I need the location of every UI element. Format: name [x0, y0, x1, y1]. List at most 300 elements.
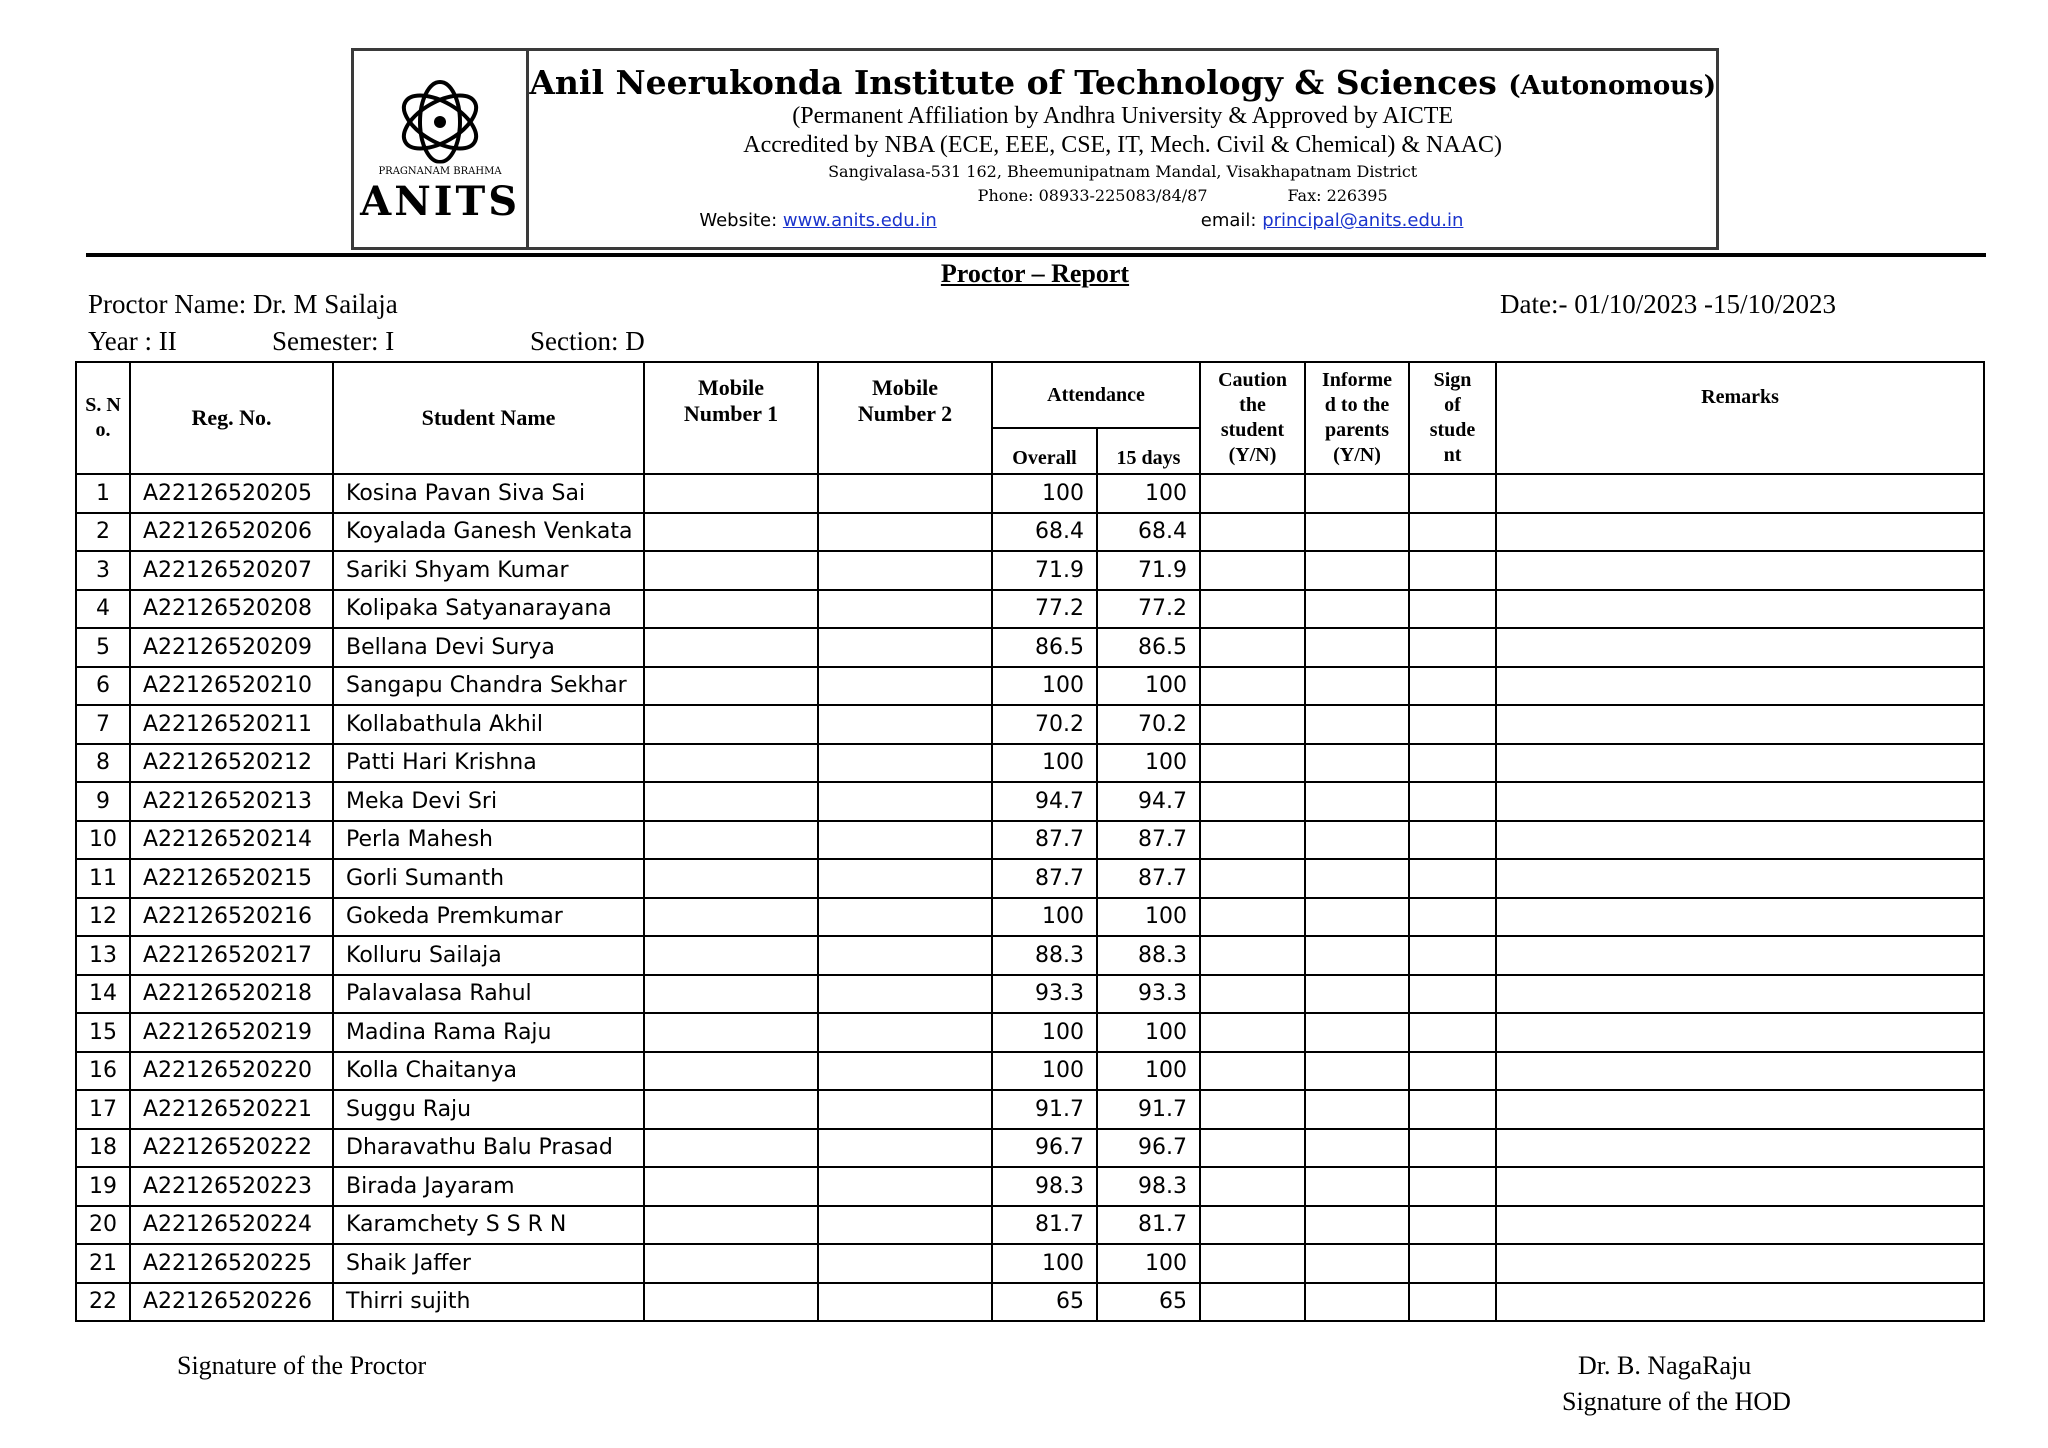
mobile-2-cell — [818, 1129, 992, 1168]
remarks-cell — [1496, 975, 1984, 1014]
caution-cell — [1200, 744, 1305, 783]
address-line: Sangivalasa-531 162, Bheemunipatnam Mandal, Visakhapatnam District — [828, 162, 1418, 181]
student-name-cell: Dharavathu Balu Prasad — [333, 1129, 644, 1168]
hod-name: Dr. B. NagaRaju — [1578, 1351, 1752, 1380]
sno-cell: 19 — [76, 1167, 130, 1206]
student-name-cell: Koyalada Ganesh Venkata — [333, 513, 644, 552]
col-15-days: 15 days — [1097, 428, 1200, 474]
days15-attendance-cell: 100 — [1097, 1052, 1200, 1091]
caution-cell — [1200, 975, 1305, 1014]
sno-cell: 16 — [76, 1052, 130, 1091]
days15-attendance-cell: 100 — [1097, 1013, 1200, 1052]
email-label-text: email: — [1200, 210, 1263, 231]
mobile-2-cell — [818, 1167, 992, 1206]
student-name-cell: Gokeda Premkumar — [333, 898, 644, 937]
student-name-cell: Thirri sujith — [333, 1283, 644, 1322]
reg-no-cell: A22126520207 — [130, 551, 333, 590]
informed-cell — [1305, 513, 1409, 552]
sign-cell — [1409, 474, 1496, 513]
overall-attendance-cell: 96.7 — [992, 1129, 1097, 1168]
caution-cell — [1200, 1013, 1305, 1052]
days15-attendance-cell: 87.7 — [1097, 821, 1200, 860]
overall-attendance-cell: 65 — [992, 1283, 1097, 1322]
mobile-1-cell — [644, 628, 818, 667]
fax-text: Fax: 226395 — [1287, 186, 1388, 205]
web-row — [529, 210, 1716, 231]
sign-cell — [1409, 859, 1496, 898]
student-name-cell: Kolluru Sailaja — [333, 936, 644, 975]
remarks-cell — [1496, 667, 1984, 706]
reg-no-cell: A22126520215 — [130, 859, 333, 898]
informed-cell — [1305, 821, 1409, 860]
reg-no-cell: A22126520216 — [130, 898, 333, 937]
sno-cell: 4 — [76, 590, 130, 629]
sno-cell: 17 — [76, 1090, 130, 1129]
sign-cell — [1409, 1129, 1496, 1168]
overall-attendance-cell: 86.5 — [992, 628, 1097, 667]
table-row — [76, 782, 1984, 821]
table-row — [76, 936, 1984, 975]
mobile-1-cell — [644, 821, 818, 860]
caution-cell — [1200, 1129, 1305, 1168]
table-header — [76, 362, 1984, 474]
table-body — [76, 474, 1984, 1321]
sign-cell — [1409, 590, 1496, 629]
reg-no-cell: A22126520206 — [130, 513, 333, 552]
overall-attendance-cell: 91.7 — [992, 1090, 1097, 1129]
remarks-cell — [1496, 859, 1984, 898]
sign-cell — [1409, 513, 1496, 552]
proctor-table — [75, 361, 1985, 1322]
table-row — [76, 1052, 1984, 1091]
caution-cell — [1200, 590, 1305, 629]
student-name-cell: Suggu Raju — [333, 1090, 644, 1129]
table-row — [76, 1283, 1984, 1322]
table-row — [76, 628, 1984, 667]
caution-cell — [1200, 782, 1305, 821]
informed-cell — [1305, 1283, 1409, 1322]
table-row — [76, 859, 1984, 898]
overall-attendance-cell: 98.3 — [992, 1167, 1097, 1206]
table-row — [76, 1013, 1984, 1052]
caution-cell — [1200, 1206, 1305, 1245]
mobile-1-cell — [644, 975, 818, 1014]
col-sno: S. N o. — [76, 362, 130, 474]
days15-attendance-cell: 86.5 — [1097, 628, 1200, 667]
informed-cell — [1305, 628, 1409, 667]
days15-attendance-cell: 100 — [1097, 667, 1200, 706]
mobile-1-cell — [644, 1052, 818, 1091]
mobile-1-cell — [644, 859, 818, 898]
student-name-cell: Palavalasa Rahul — [333, 975, 644, 1014]
mobile-2-cell — [818, 859, 992, 898]
reg-no-cell: A22126520220 — [130, 1052, 333, 1091]
reg-no-cell: A22126520226 — [130, 1283, 333, 1322]
mobile-2-cell — [818, 1283, 992, 1322]
student-name-cell: Gorli Sumanth — [333, 859, 644, 898]
mobile-1-cell — [644, 1167, 818, 1206]
mobile-1-cell — [644, 1013, 818, 1052]
mobile-1-cell — [644, 1206, 818, 1245]
mobile-2-cell — [818, 1090, 992, 1129]
proctor-signature: Signature of the Proctor — [177, 1351, 427, 1380]
sno-cell: 1 — [76, 474, 130, 513]
table-row — [76, 1090, 1984, 1129]
affiliation-line: (Permanent Affiliation by Andhra University & Approved by AICTE — [792, 103, 1454, 129]
sno-cell: 15 — [76, 1013, 130, 1052]
reg-no-cell: A22126520211 — [130, 705, 333, 744]
reg-no-cell: A22126520208 — [130, 590, 333, 629]
student-name-cell: Kolla Chaitanya — [333, 1052, 644, 1091]
mobile-2-cell — [818, 474, 992, 513]
caution-cell — [1200, 1283, 1305, 1322]
mobile-2-cell — [818, 821, 992, 860]
mobile-1-cell — [644, 1129, 818, 1168]
header-divider — [86, 253, 1986, 257]
mobile-2-cell — [818, 744, 992, 783]
mobile-2-cell — [818, 551, 992, 590]
sign-cell — [1409, 1167, 1496, 1206]
caution-cell — [1200, 821, 1305, 860]
phone-text: Phone: 08933-225083/84/87 — [977, 186, 1208, 205]
table-row — [76, 474, 1984, 513]
report-date: Date:- 01/10/2023 -15/10/2023 — [1500, 289, 1836, 319]
col-student-name: Student Name — [333, 362, 644, 474]
mobile-1-cell — [644, 898, 818, 937]
remarks-cell — [1496, 1090, 1984, 1129]
caution-cell — [1200, 1052, 1305, 1091]
mobile-2-cell — [818, 1206, 992, 1245]
remarks-cell — [1496, 1283, 1984, 1322]
informed-cell — [1305, 936, 1409, 975]
sign-cell — [1409, 667, 1496, 706]
sign-cell — [1409, 1206, 1496, 1245]
days15-attendance-cell: 68.4 — [1097, 513, 1200, 552]
days15-attendance-cell: 94.7 — [1097, 782, 1200, 821]
remarks-cell — [1496, 936, 1984, 975]
overall-attendance-cell: 87.7 — [992, 821, 1097, 860]
informed-cell — [1305, 474, 1409, 513]
days15-attendance-cell: 81.7 — [1097, 1206, 1200, 1245]
sign-cell — [1409, 744, 1496, 783]
table-row — [76, 1129, 1984, 1168]
reg-no-cell: A22126520217 — [130, 936, 333, 975]
student-name-cell: Meka Devi Sri — [333, 782, 644, 821]
col-attendance: Attendance — [992, 362, 1200, 428]
overall-attendance-cell: 81.7 — [992, 1206, 1097, 1245]
overall-attendance-cell: 70.2 — [992, 705, 1097, 744]
overall-attendance-cell: 100 — [992, 1013, 1097, 1052]
website-label-text: Website: — [699, 210, 783, 231]
sno-cell: 22 — [76, 1283, 130, 1322]
email-link[interactable]: principal@anits.edu.in — [1262, 210, 1464, 231]
informed-cell — [1305, 1206, 1409, 1245]
student-name-cell: Sangapu Chandra Sekhar — [333, 667, 644, 706]
overall-attendance-cell: 77.2 — [992, 590, 1097, 629]
sign-cell — [1409, 705, 1496, 744]
days15-attendance-cell: 91.7 — [1097, 1090, 1200, 1129]
caution-cell — [1200, 474, 1305, 513]
days15-attendance-cell: 71.9 — [1097, 551, 1200, 590]
sno-cell: 2 — [76, 513, 130, 552]
mobile-1-cell — [644, 782, 818, 821]
remarks-cell — [1496, 513, 1984, 552]
student-name-cell: Kosina Pavan Siva Sai — [333, 474, 644, 513]
col-remarks: Remarks — [1496, 362, 1984, 474]
informed-cell — [1305, 1167, 1409, 1206]
website-label — [699, 210, 936, 231]
remarks-cell — [1496, 782, 1984, 821]
overall-attendance-cell: 68.4 — [992, 513, 1097, 552]
informed-cell — [1305, 705, 1409, 744]
informed-cell — [1305, 1052, 1409, 1091]
reg-no-cell: A22126520210 — [130, 667, 333, 706]
student-name-cell: Madina Rama Raju — [333, 1013, 644, 1052]
reg-no-cell: A22126520213 — [130, 782, 333, 821]
reg-no-cell: A22126520212 — [130, 744, 333, 783]
caution-cell — [1200, 1167, 1305, 1206]
sign-cell — [1409, 821, 1496, 860]
student-name-cell: Shaik Jaffer — [333, 1244, 644, 1283]
mobile-2-cell — [818, 513, 992, 552]
remarks-cell — [1496, 705, 1984, 744]
atom-logo-icon — [365, 74, 515, 184]
reg-no-cell: A22126520225 — [130, 1244, 333, 1283]
table-row — [76, 513, 1984, 552]
caution-cell — [1200, 1090, 1305, 1129]
student-name-cell: Karamchety S S R N — [333, 1206, 644, 1245]
sign-cell — [1409, 551, 1496, 590]
overall-attendance-cell: 87.7 — [992, 859, 1097, 898]
student-name-cell: Kollabathula Akhil — [333, 705, 644, 744]
reg-no-cell: A22126520205 — [130, 474, 333, 513]
table-row — [76, 1244, 1984, 1283]
overall-attendance-cell: 100 — [992, 1244, 1097, 1283]
days15-attendance-cell: 100 — [1097, 898, 1200, 937]
institution-name-text: Anil Neerukonda Institute of Technology & Sciences — [529, 63, 1497, 102]
letterhead — [351, 48, 1719, 250]
informed-cell — [1305, 1244, 1409, 1283]
table-row — [76, 551, 1984, 590]
sign-cell — [1409, 1013, 1496, 1052]
mobile-2-cell — [818, 628, 992, 667]
col-sign: Sign of stude nt — [1409, 362, 1496, 474]
remarks-cell — [1496, 551, 1984, 590]
sign-cell — [1409, 628, 1496, 667]
informed-cell — [1305, 1129, 1409, 1168]
informed-cell — [1305, 782, 1409, 821]
mobile-2-cell — [818, 705, 992, 744]
sno-cell: 9 — [76, 782, 130, 821]
remarks-cell — [1496, 1013, 1984, 1052]
overall-attendance-cell: 93.3 — [992, 975, 1097, 1014]
remarks-cell — [1496, 628, 1984, 667]
sno-cell: 12 — [76, 898, 130, 937]
days15-attendance-cell: 88.3 — [1097, 936, 1200, 975]
institution-status: (Autonomous) — [1508, 71, 1716, 101]
mobile-1-cell — [644, 1283, 818, 1322]
accreditation-line: Accredited by NBA (ECE, EEE, CSE, IT, Mech. Civil & Chemical) & NAAC) — [743, 132, 1503, 158]
sno-cell: 3 — [76, 551, 130, 590]
student-name-cell: Bellana Devi Surya — [333, 628, 644, 667]
informed-cell — [1305, 1090, 1409, 1129]
mobile-2-cell — [818, 1013, 992, 1052]
days15-attendance-cell: 87.7 — [1097, 859, 1200, 898]
website-link[interactable]: www.anits.edu.in — [782, 210, 937, 231]
caution-cell — [1200, 705, 1305, 744]
reg-no-cell: A22126520219 — [130, 1013, 333, 1052]
mobile-1-cell — [644, 936, 818, 975]
student-name-cell: Perla Mahesh — [333, 821, 644, 860]
caution-cell — [1200, 513, 1305, 552]
days15-attendance-cell: 77.2 — [1097, 590, 1200, 629]
sno-cell: 6 — [76, 667, 130, 706]
mobile-2-cell — [818, 898, 992, 937]
mobile-1-cell — [644, 513, 818, 552]
days15-attendance-cell: 70.2 — [1097, 705, 1200, 744]
sno-cell: 20 — [76, 1206, 130, 1245]
sno-cell: 21 — [76, 1244, 130, 1283]
mobile-2-cell — [818, 936, 992, 975]
mobile-1-cell — [644, 705, 818, 744]
remarks-cell — [1496, 1167, 1984, 1206]
informed-cell — [1305, 859, 1409, 898]
informed-cell — [1305, 1013, 1409, 1052]
sno-cell: 8 — [76, 744, 130, 783]
student-name-cell: Patti Hari Krishna — [333, 744, 644, 783]
remarks-cell — [1496, 474, 1984, 513]
remarks-cell — [1496, 1052, 1984, 1091]
days15-attendance-cell: 100 — [1097, 474, 1200, 513]
section-label: Section: D — [530, 326, 645, 356]
proctor-name: Proctor Name: Dr. M Sailaja — [88, 289, 398, 319]
table-row — [76, 821, 1984, 860]
informed-cell — [1305, 551, 1409, 590]
mobile-2-cell — [818, 1244, 992, 1283]
reg-no-cell: A22126520223 — [130, 1167, 333, 1206]
student-name-cell: Birada Jayaram — [333, 1167, 644, 1206]
remarks-cell — [1496, 1244, 1984, 1283]
caution-cell — [1200, 628, 1305, 667]
mobile-2-cell — [818, 590, 992, 629]
overall-attendance-cell: 100 — [992, 667, 1097, 706]
year-label: Year : II — [88, 326, 177, 356]
logo-text: ANITS — [360, 177, 521, 225]
informed-cell — [1305, 975, 1409, 1014]
col-mobile-1: Mobile Number 1 — [644, 362, 818, 474]
days15-attendance-cell: 65 — [1097, 1283, 1200, 1322]
remarks-cell — [1496, 744, 1984, 783]
caution-cell — [1200, 551, 1305, 590]
reg-no-cell: A22126520218 — [130, 975, 333, 1014]
report-title: Proctor – Report — [940, 259, 1130, 288]
sign-cell — [1409, 1052, 1496, 1091]
sno-cell: 10 — [76, 821, 130, 860]
mobile-2-cell — [818, 1052, 992, 1091]
caution-cell — [1200, 859, 1305, 898]
remarks-cell — [1496, 1129, 1984, 1168]
informed-cell — [1305, 898, 1409, 937]
table-row — [76, 898, 1984, 937]
col-informed: Informe d to the parents (Y/N) — [1305, 362, 1409, 474]
remarks-cell — [1496, 821, 1984, 860]
reg-no-cell: A22126520209 — [130, 628, 333, 667]
sign-cell — [1409, 782, 1496, 821]
mobile-1-cell — [644, 744, 818, 783]
overall-attendance-cell: 100 — [992, 898, 1097, 937]
student-name-cell: Kolipaka Satyanarayana — [333, 590, 644, 629]
sign-cell — [1409, 975, 1496, 1014]
student-name-cell: Sariki Shyam Kumar — [333, 551, 644, 590]
sno-cell: 18 — [76, 1129, 130, 1168]
remarks-cell — [1496, 590, 1984, 629]
table-row — [76, 975, 1984, 1014]
semester-label: Semester: I — [272, 326, 395, 356]
mobile-2-cell — [818, 782, 992, 821]
contact-row — [978, 184, 1388, 208]
overall-attendance-cell: 88.3 — [992, 936, 1097, 975]
reg-no-cell: A22126520221 — [130, 1090, 333, 1129]
overall-attendance-cell: 100 — [992, 744, 1097, 783]
hod-signature: Signature of the HOD — [1562, 1387, 1791, 1416]
remarks-cell — [1496, 1206, 1984, 1245]
remarks-cell — [1496, 898, 1984, 937]
table-row — [76, 1206, 1984, 1245]
informed-cell — [1305, 590, 1409, 629]
col-mobile-2: Mobile Number 2 — [818, 362, 992, 474]
caution-cell — [1200, 667, 1305, 706]
institution-details — [529, 51, 1716, 247]
overall-attendance-cell: 100 — [992, 1052, 1097, 1091]
reg-no-cell: A22126520224 — [130, 1206, 333, 1245]
informed-cell — [1305, 744, 1409, 783]
table-row — [76, 590, 1984, 629]
sno-cell: 7 — [76, 705, 130, 744]
overall-attendance-cell: 94.7 — [992, 782, 1097, 821]
sno-cell: 14 — [76, 975, 130, 1014]
caution-cell — [1200, 936, 1305, 975]
table-row — [76, 1167, 1984, 1206]
sign-cell — [1409, 1090, 1496, 1129]
sign-cell — [1409, 1244, 1496, 1283]
caution-cell — [1200, 1244, 1305, 1283]
mobile-1-cell — [644, 1090, 818, 1129]
sno-cell: 13 — [76, 936, 130, 975]
mobile-1-cell — [644, 590, 818, 629]
sno-cell: 11 — [76, 859, 130, 898]
overall-attendance-cell: 100 — [992, 474, 1097, 513]
mobile-1-cell — [644, 551, 818, 590]
mobile-2-cell — [818, 667, 992, 706]
mobile-1-cell — [644, 1244, 818, 1283]
reg-no-cell: A22126520214 — [130, 821, 333, 860]
days15-attendance-cell: 100 — [1097, 744, 1200, 783]
col-caution: Caution the student (Y/N) — [1200, 362, 1305, 474]
sign-cell — [1409, 898, 1496, 937]
col-overall: Overall — [992, 428, 1097, 474]
mobile-2-cell — [818, 975, 992, 1014]
reg-no-cell: A22126520222 — [130, 1129, 333, 1168]
institution-logo — [354, 51, 529, 247]
days15-attendance-cell: 93.3 — [1097, 975, 1200, 1014]
caution-cell — [1200, 898, 1305, 937]
days15-attendance-cell: 98.3 — [1097, 1167, 1200, 1206]
days15-attendance-cell: 96.7 — [1097, 1129, 1200, 1168]
logo-motto: PRAGNANAM BRAHMA — [378, 165, 502, 177]
overall-attendance-cell: 71.9 — [992, 551, 1097, 590]
email-label — [1201, 210, 1464, 231]
sign-cell — [1409, 936, 1496, 975]
